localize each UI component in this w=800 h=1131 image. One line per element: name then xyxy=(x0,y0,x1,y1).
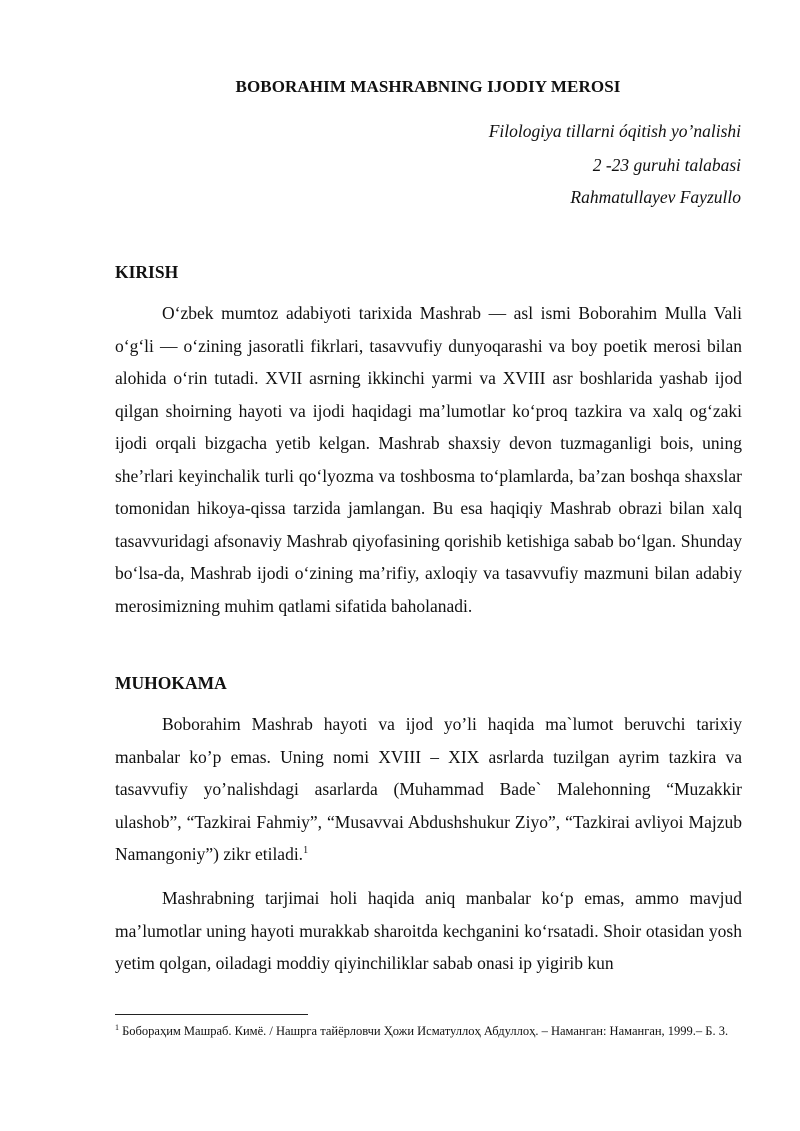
muhokama-paragraph-1 xyxy=(115,708,742,871)
footnote-text: Бобораҳим Машраб. Кимё. / Нашрга тайёрловчи Ҳожи Исматуллоҳ Абдуллоҳ. – Наманган: Наманган, 1999.– Б. 3. xyxy=(122,1024,729,1038)
footnote-separator xyxy=(115,1014,308,1015)
muhokama-paragraph-2: Mashrabning tarjimai holi haqida aniq manbalar ko‘p emas, ammo mavjud ma’lumotlar uning hayoti murakkab sharoitda kechganini ko‘rsatadi. Shoir otasidan yosh yetim qolgan, oiladagi moddiy qiyinchiliklar sabab onasi ip yigirib kun xyxy=(115,888,742,973)
document-title: BOBORAHIM MASHRABNING IJODIY MEROSI xyxy=(235,77,621,96)
muhokama-paragraph-1-text: Boborahim Mashrab hayoti va ijod yo’li haqida ma`lumot beruvchi tarixiy manbalar ko’p emas. Uning nomi XVIII – XIX asrlarda tuzilgan ayrim tazkira va tasavvufiy yo’nalishdagi asarlarda (Muhammad Bade` Malehonning “Muzakkir ulashob”, “Tazkirai Fahmiy”, “Musavvai Abdushshukur Ziyo”, “Tazkirai avliyoi Majzub Namangoniy”) zikr etiladi. xyxy=(115,714,742,864)
author-group-line: 2 -23 guruhi talabasi xyxy=(592,155,741,175)
footnote-reference: 1 xyxy=(303,845,309,856)
section-heading-kirish: KIRISH xyxy=(115,262,179,282)
footnote xyxy=(115,1021,742,1041)
kirish-paragraph: O‘zbek mumtoz adabiyoti tarixida Mashrab — asl ismi Boborahim Mulla Vali o‘g‘li — o‘zining jasoratli fikrlari, tasavvufiy dunyoqarashi va boy poetik merosi bilan alohida o‘rin tutadi. XVII asrning ikkinchi yarmi va XVIII asr boshlarida yashab ijod qilgan shoirning hayoti va ijodi haqidagi ma’lumotlar ko‘proq tazkira va xalq og‘zaki ijodi orqali bizgacha yetib kelgan. Mashrab shaxsiy devon tuzmaganligi bois, uning she’rlari keyinchalik turli qo‘lyozma va toshbosma to‘plamlarda, ba’zan boshqa shaxslar tomonidan hikoya-qissa tarzida jamlangan. Bu esa haqiqiy Mashrab obrazi bilan xalq tasavvuridagi afsonaviy Mashrab qiyofasining qorishib ketishiga sabab bo‘lgan. Shunday bo‘lsa-da, Mashrab ijodi o‘zining ma’rifiy, axloqiy va tasavvufiy mazmuni bilan adabiy merosimizning muhim qatlami sifatida baholanadi. xyxy=(115,303,742,616)
footnote-marker: 1 xyxy=(115,1023,119,1032)
author-faculty-line: Filologiya tillarni óqitish yo’nalishi xyxy=(488,121,741,141)
section-heading-muhokama: MUHOKAMA xyxy=(115,673,227,693)
author-name-line: Rahmatullayev Fayzullo xyxy=(570,187,741,207)
